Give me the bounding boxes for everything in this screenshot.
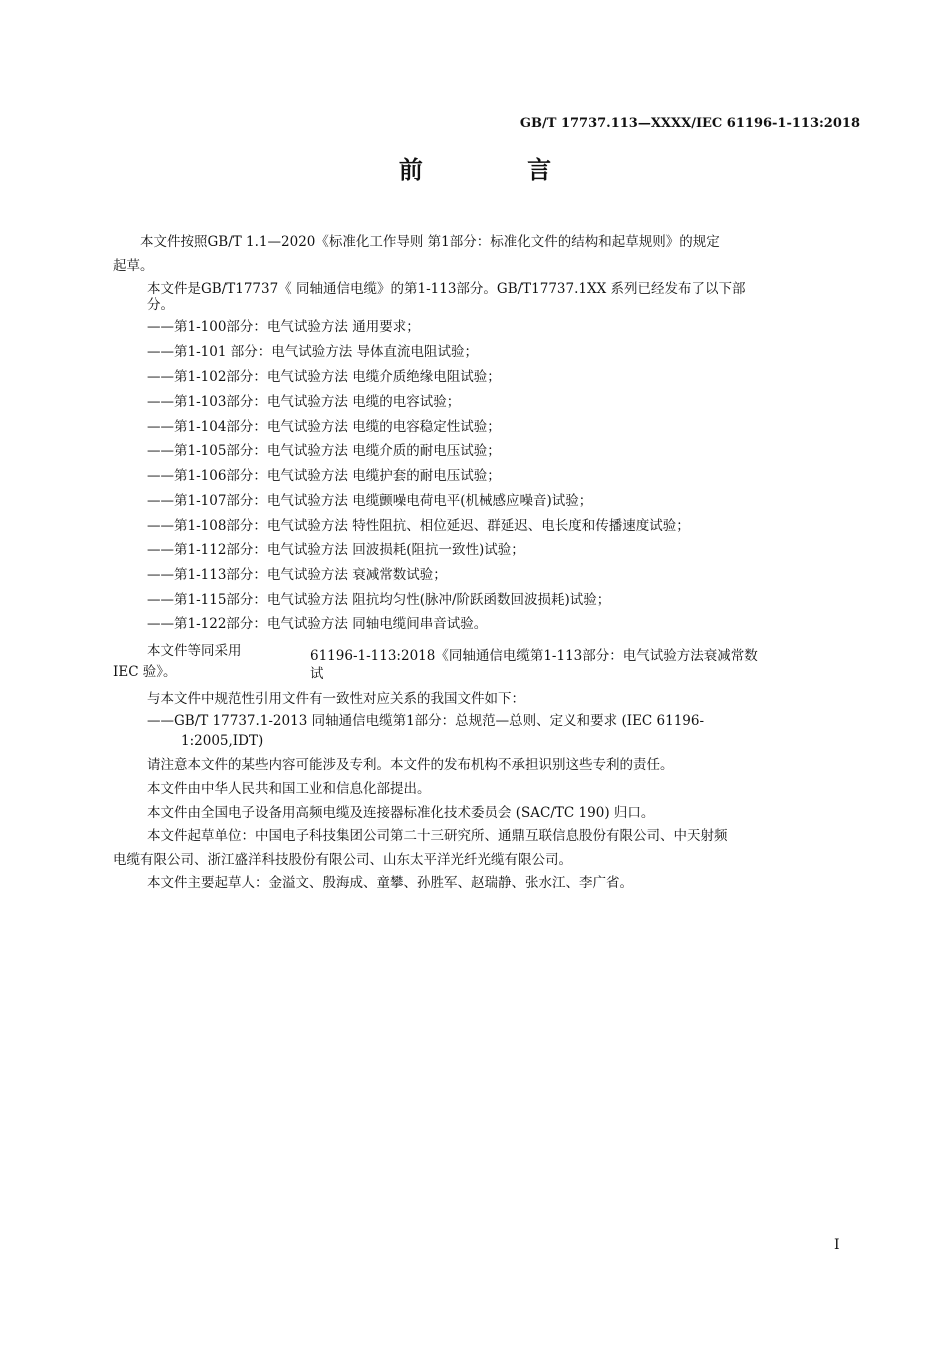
para-series-line2: 分。 (147, 297, 174, 313)
page-number: I (834, 1237, 840, 1253)
list-item: ——第1-106部分：电气试验方法 电缆护套的耐电压试验； (147, 468, 501, 484)
centralized-by: 本文件由全国电子设备用高频电缆及连接器标准化技术委员会 (SAC/TC 190) 归口。 (147, 805, 655, 821)
references-item-line1: ——GB/T 17737.1-2013 同轴通信电缆第1部分：总规范—总则、定义和要求 (IEC 61196- (147, 713, 705, 729)
adoption-left-line2: IEC 验》。 (113, 664, 177, 680)
list-item: ——第1-112部分：电气试验方法 回波损耗(阻抗一致性)试验； (147, 542, 525, 558)
para-basis-line1: 本文件按照GB/T 1.1—2020《标准化工作导则 第1部分：标准化文件的结构和起草规则》的规定 (140, 234, 720, 250)
list-item: ——第1-107部分：电气试验方法 电缆颤噪电荷电平(机械感应噪音)试验； (147, 493, 593, 509)
drafting-units-line2: 电缆有限公司、浙江盛洋科技股份有限公司、山东太平洋光纤光缆有限公司。 (113, 852, 572, 868)
list-item: ——第1-115部分：电气试验方法 阻抗均匀性(脉冲/阶跃函数回波损耗)试验； (147, 592, 611, 608)
adoption-right-line2: 试 (310, 666, 324, 682)
page-title: 前 言 (398, 155, 600, 184)
list-item: ——第1-113部分：电气试验方法 衰减常数试验； (147, 567, 447, 583)
list-item: ——第1-102部分：电气试验方法 电缆介质绝缘电阻试验； (147, 369, 501, 385)
list-item: ——第1-105部分：电气试验方法 电缆介质的耐电压试验； (147, 443, 501, 459)
list-item: ——第1-101 部分：电气试验方法 导体直流电阻试验； (147, 344, 478, 360)
proposed-by: 本文件由中华人民共和国工业和信息化部提出。 (147, 781, 431, 797)
drafting-units-line1: 本文件起草单位：中国电子科技集团公司第二十三研究所、通鼎互联信息股份有限公司、中天射频 (147, 828, 728, 844)
list-item: ——第1-122部分：电气试验方法 同轴电缆间串音试验。 (147, 616, 488, 632)
adoption-right-line1: 61196-1-113:2018《同轴通信电缆第1-113部分：电气试验方法衰减常数 (310, 648, 758, 664)
references-item-line2: 1:2005,IDT) (181, 733, 264, 749)
standard-number-header: GB/T 17737.113—XXXX/IEC 61196-1-113:2018 (519, 116, 860, 131)
references-intro: 与本文件中规范性引用文件有一致性对应关系的我国文件如下： (147, 691, 525, 707)
list-item: ——第1-103部分：电气试验方法 电缆的电容试验； (147, 394, 461, 410)
para-series-line1: 本文件是GB/T17737《 同轴通信电缆》的第1-113部分。GB/T17737.1XX 系列已经发布了以下部 (147, 281, 746, 297)
drafters: 本文件主要起草人：金溢文、殷海成、童攀、孙胜军、赵瑞静、张水江、李广省。 (147, 875, 633, 891)
para-basis-line2: 起草。 (113, 258, 154, 274)
list-item: ——第1-100部分：电气试验方法 通用要求； (147, 319, 420, 335)
patent-note: 请注意本文件的某些内容可能涉及专利。本文件的发布机构不承担识别这些专利的责任。 (147, 757, 674, 773)
list-item: ——第1-104部分：电气试验方法 电缆的电容稳定性试验； (147, 419, 501, 435)
adoption-left-line1: 本文件等同采用 (147, 643, 242, 659)
list-item: ——第1-108部分：电气试验方法 特性阻抗、相位延迟、群延迟、电长度和传播速度试验； (147, 518, 690, 534)
